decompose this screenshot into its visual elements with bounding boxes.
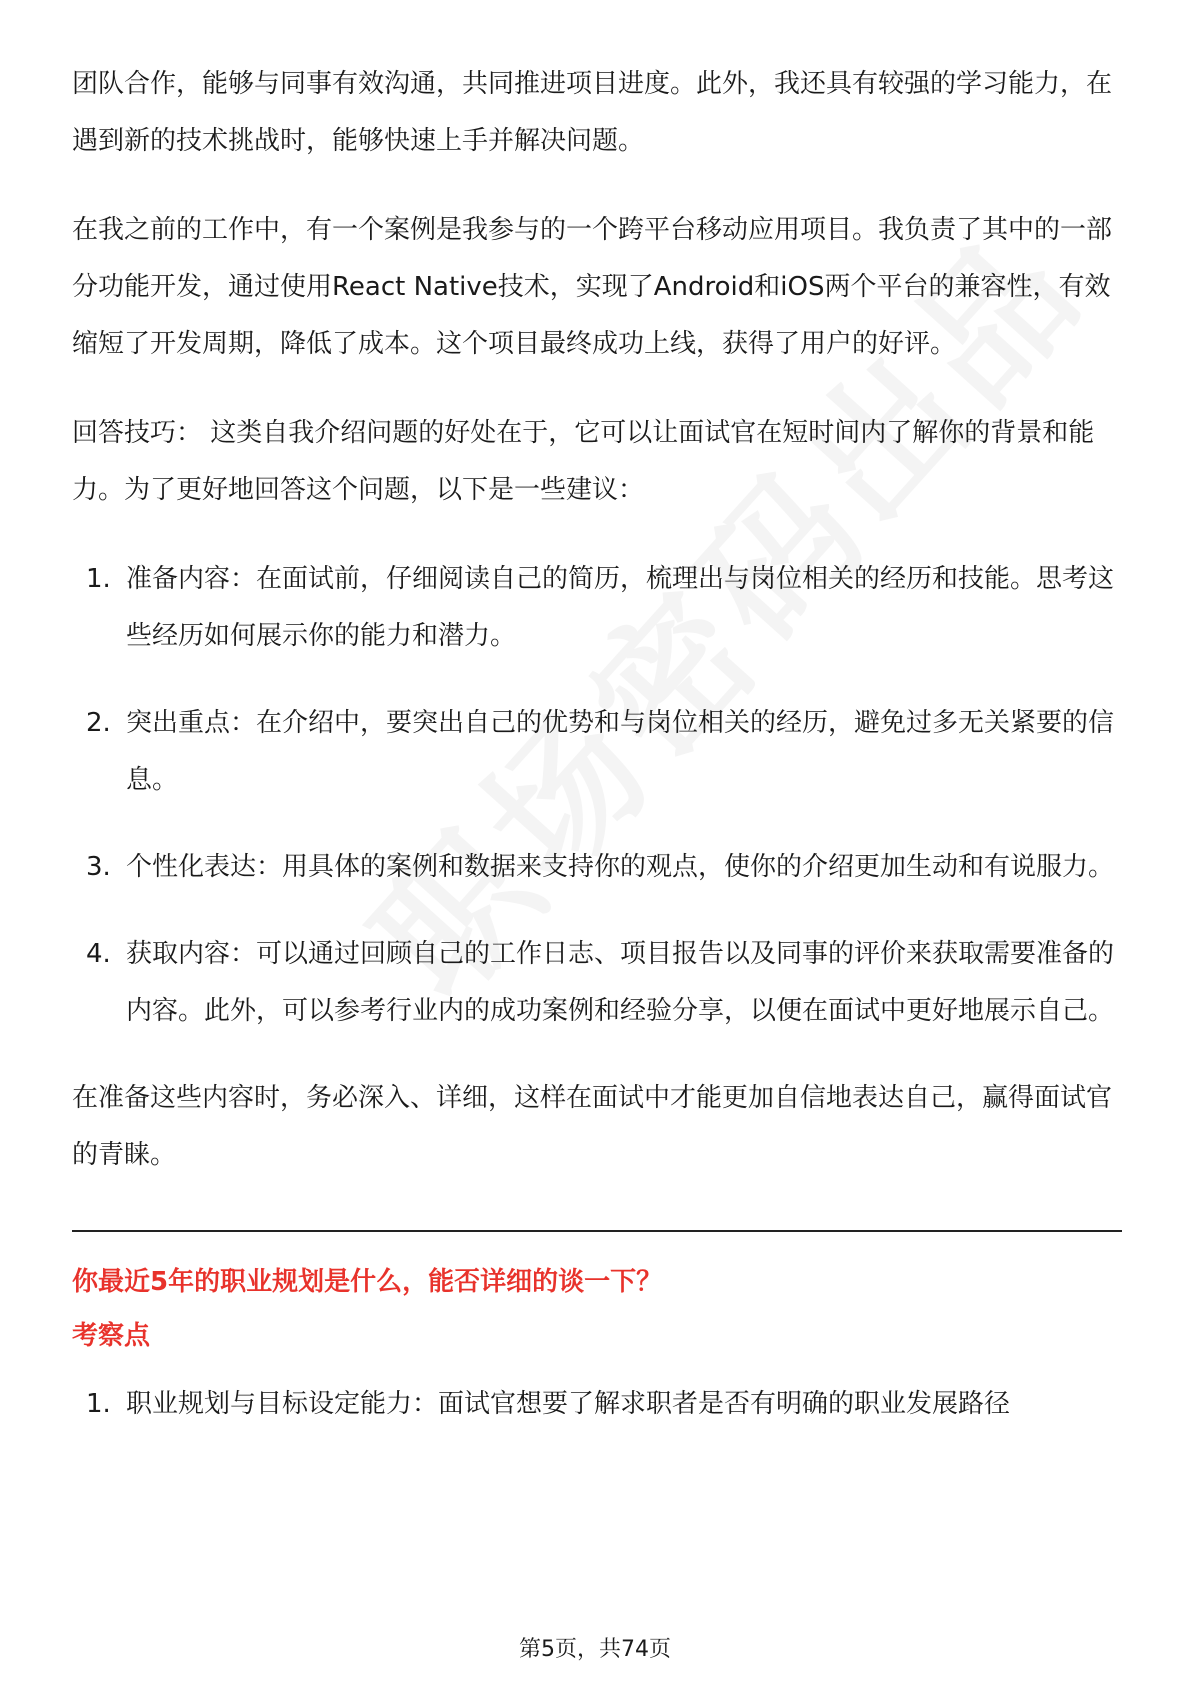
list-item bbox=[72, 926, 1122, 1040]
list-text: 职业规划与目标设定能力：面试官想要了解求职者是否有明确的职业发展路径 bbox=[126, 1389, 1011, 1419]
question-title: 你最近5年的职业规划是什么，能否详细的谈一下？ bbox=[72, 1267, 663, 1297]
list-item bbox=[72, 551, 1122, 665]
assessment-points-list bbox=[72, 1376, 1122, 1433]
paragraph-closing: 在准备这些内容时，务必深入、详细，这样在面试中才能更加自信地表达自己，赢得面试官的青睐。 bbox=[72, 1083, 1113, 1170]
list-item bbox=[72, 1376, 1122, 1433]
list-text: 获取内容：可以通过回顾自己的工作日志、项目报告以及同事的评价来获取需要准备的内容。此外，可以参考行业内的成功案例和经验分享，以便在面试中更好地展示自己。 bbox=[126, 939, 1115, 1026]
list-item bbox=[72, 695, 1122, 809]
list-number: 3. bbox=[86, 852, 111, 882]
page-number: 第5页，共74页 bbox=[519, 1637, 671, 1662]
list-number: 1. bbox=[86, 1389, 111, 1419]
list-item bbox=[72, 839, 1122, 896]
list-number: 4. bbox=[86, 939, 111, 969]
paragraph-case: 在我之前的工作中，有一个案例是我参与的一个跨平台移动应用项目。我负责了其中的一部分功能开发，通过使用React Native技术，实现了Android和iOS两个平台的兼容性，有效缩短了开发周期，降低了成本。这个项目最终成功上线，获得了用户的好评。 bbox=[72, 215, 1113, 359]
paragraph-teamwork: 团队合作，能够与同事有效沟通，共同推进项目进度。此外，我还具有较强的学习能力，在遇到新的技术挑战时，能够快速上手并解决问题。 bbox=[72, 69, 1113, 156]
list-number: 2. bbox=[86, 708, 111, 738]
section-divider bbox=[72, 1230, 1122, 1232]
list-text: 个性化表达：用具体的案例和数据来支持你的观点，使你的介绍更加生动和有说服力。 bbox=[126, 852, 1115, 882]
question-subtitle: 考察点 bbox=[72, 1321, 151, 1351]
paragraph-tips-intro: 回答技巧： 这类自我介绍问题的好处在于，它可以让面试官在短时间内了解你的背景和能力。为了更好地回答这个问题，以下是一些建议： bbox=[72, 418, 1095, 505]
list-text: 准备内容：在面试前，仔细阅读自己的简历，梳理出与岗位相关的经历和技能。思考这些经历如何展示你的能力和潜力。 bbox=[126, 564, 1115, 651]
page-content bbox=[72, 56, 1122, 1463]
list-number: 1. bbox=[86, 564, 111, 594]
tips-list bbox=[72, 551, 1122, 1040]
list-text: 突出重点：在介绍中，要突出自己的优势和与岗位相关的经历，避免过多无关紧要的信息。 bbox=[126, 708, 1115, 795]
